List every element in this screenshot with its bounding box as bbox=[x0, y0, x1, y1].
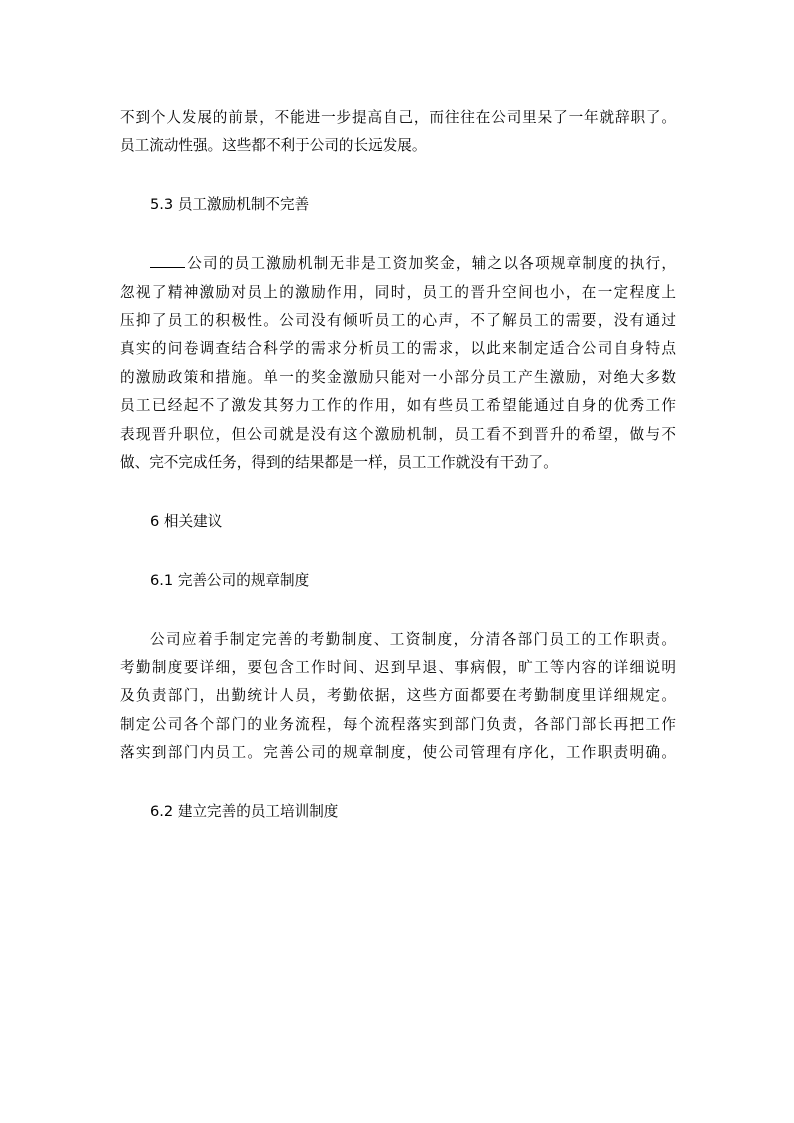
text-line: 表现晋升职位，但公司就是没有这个激励机制，员工看不到晋升的希望，做与不 bbox=[120, 425, 676, 443]
text-line: 不到个人发展的前景，不能进一步提高自己，而往往在公司里呆了一年就辞职了。 bbox=[120, 109, 676, 126]
section-heading-6-2: 6.2 建立完善的员工培训制度 bbox=[150, 803, 339, 821]
text-segment: 公司的员工激励机制无非是工资加奖金，辅之以各项规章制度的执行， bbox=[186, 255, 676, 273]
paragraph-incentive bbox=[120, 250, 676, 477]
text-line: 及负责部门，出勤统计人员，考勤依据，这些方面都要在考勤制度里详细规定。 bbox=[120, 687, 676, 705]
text-line: 做、完不完成任务，得到的结果都是一样，员工工作就没有干劲了。 bbox=[120, 453, 558, 471]
text-line: 落实到部门内员工。完善公司的规章制度，使公司管理有序化，工作职责明确。 bbox=[120, 744, 676, 762]
paragraph-turnover bbox=[120, 104, 676, 161]
text-line: 压抑了员工的积极性。公司没有倾听员工的心声，不了解员工的需要，没有通过 bbox=[120, 311, 676, 329]
section-heading-5-3: 5.3 员工激励机制不完善 bbox=[150, 196, 310, 214]
text-line bbox=[120, 250, 676, 278]
paragraph-regulations bbox=[120, 626, 676, 768]
section-heading-6: 6 相关建议 bbox=[150, 512, 223, 530]
section-heading-6-1: 6.1 完善公司的规章制度 bbox=[150, 571, 310, 589]
text-line: 考勤制度要详细，要包含工作时间、迟到早退、事病假，旷工等内容的详细说明 bbox=[120, 659, 676, 677]
text-line: 的激励政策和措施。单一的奖金激励只能对一小部分员工产生激励，对绝大多数 bbox=[120, 368, 676, 386]
document-body bbox=[120, 104, 676, 826]
text-line: 员工流动性强。这些都不利于公司的长远发展。 bbox=[120, 137, 427, 155]
text-line: 员工已经起不了激发其努力工作的作用，如有些员工希望能通过自身的优秀工作 bbox=[120, 397, 676, 415]
fill-in-blank bbox=[150, 253, 185, 268]
text-line: 制定公司各个部门的业务流程，每个流程落实到部门负责，各部门部长再把工作 bbox=[120, 715, 676, 733]
text-line: 真实的问卷调查结合科学的需求分析员工的需求，以此来制定适合公司自身特点 bbox=[120, 340, 676, 358]
text-line: 忽视了精神激励对员上的激励作用，同时，员工的晋升空间也小，在一定程度上 bbox=[120, 283, 676, 301]
text-line: 公司应着手制定完善的考勤制度、工资制度，分清各部门员工的工作职责。 bbox=[150, 630, 676, 648]
